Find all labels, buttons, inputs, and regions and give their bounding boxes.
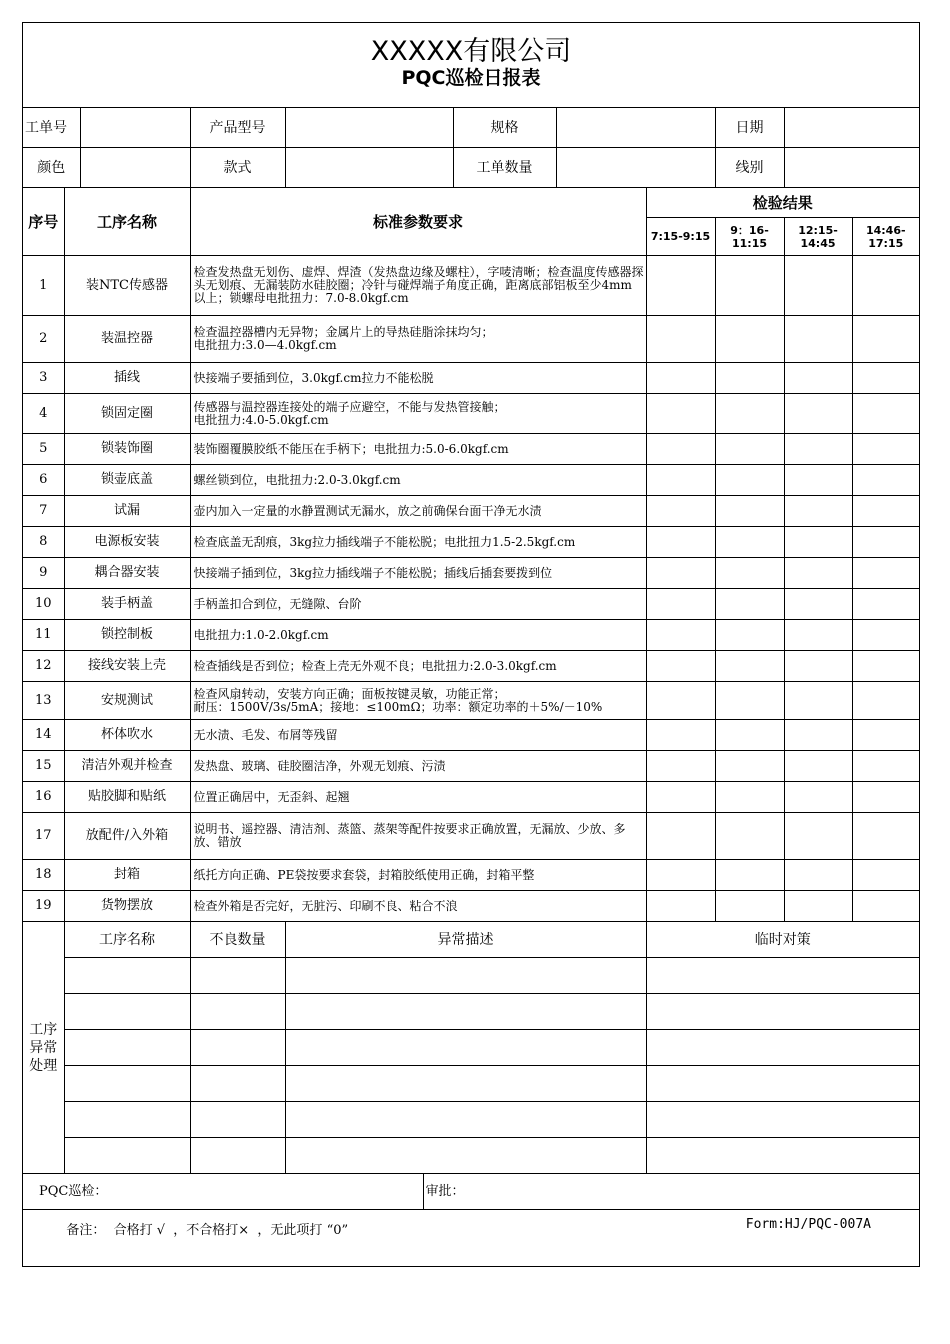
result-cell-slot-4[interactable] [852,434,919,465]
col-requirement: 标准参数要求 [190,188,646,256]
footer-table [23,1174,919,1266]
result-cell-slot-4[interactable] [852,620,919,651]
abn-countermeasure-cell[interactable] [646,1066,919,1102]
result-cell-slot-2[interactable] [715,813,784,860]
result-cell-slot-4[interactable] [852,751,919,782]
inspection-row [23,751,919,782]
row-number: 10 [23,589,64,620]
inspection-row [23,891,919,922]
result-cell-slot-2[interactable] [715,496,784,527]
row-number: 4 [23,394,64,434]
result-cell-slot-2[interactable] [715,751,784,782]
col-result: 检验结果 [646,188,919,218]
result-cell-slot-3[interactable] [784,465,852,496]
pqc-report-sheet [22,22,920,1267]
result-cell-slot-4[interactable] [852,363,919,394]
company-name: XXXXX有限公司 [370,36,572,67]
row-number: 13 [23,682,64,720]
abn-col-description: 异常描述 [285,922,646,958]
requirement-text: 检查温控器槽内无异物；金属片上的导热硅脂涂抹均匀； 电批扭力:3.0—4.0kgf.cm [190,316,646,363]
result-cell-slot-4[interactable] [852,813,919,860]
approve-label: 审批： [423,1174,919,1210]
result-cell-slot-2[interactable] [715,527,784,558]
process-name: 放配件/入外箱 [64,813,190,860]
style-value[interactable] [285,148,453,188]
process-name: 贴胶脚和贴纸 [64,782,190,813]
result-cell-slot-2[interactable] [715,651,784,682]
result-cell-slot-1[interactable] [646,316,715,363]
result-cell-slot-4[interactable] [852,496,919,527]
result-cell-slot-4[interactable] [852,256,919,316]
order-qty-value[interactable] [556,148,715,188]
abn-qty-cell[interactable] [190,958,285,994]
abn-process-cell[interactable] [64,1102,190,1138]
signature-row [23,1174,919,1210]
abn-col-process: 工序名称 [64,922,190,958]
requirement-text: 无水渍、毛发、布屑等残留 [190,720,646,751]
result-cell-slot-4[interactable] [852,589,919,620]
abn-col-countermeasure: 临时对策 [646,922,919,958]
abn-countermeasure-cell[interactable] [646,1138,919,1174]
label-color: 颜色 [23,148,80,188]
result-cell-slot-1[interactable] [646,589,715,620]
process-name: 试漏 [64,496,190,527]
result-cell-slot-3[interactable] [784,620,852,651]
row-number: 11 [23,620,64,651]
abn-process-cell[interactable] [64,958,190,994]
requirement-text: 发热盘、玻璃、硅胶圈洁净，外观无划痕、污渍 [190,751,646,782]
col-seq: 序号 [23,188,64,256]
inspection-row [23,316,919,363]
label-work-order: 工单号 [23,108,80,148]
row-number: 12 [23,651,64,682]
inspection-row [23,496,919,527]
process-name: 接线安装上壳 [64,651,190,682]
column-header-row [23,188,919,218]
requirement-text: 检查发热盘无划伤、虚焊、焊渣（发热盘边缘及螺柱），字唛清晰；检查温度传感器探头无划痕、无漏装防水硅胶圈；冷针与碰焊端子角度正确，距离底部铝板至少4mm以上；锁螺母电批扭力：7.0-8.0kgf.cm [190,256,646,316]
inspection-row [23,860,919,891]
abn-qty-cell[interactable] [190,1102,285,1138]
result-cell-slot-1[interactable] [646,434,715,465]
result-cell-slot-4[interactable] [852,465,919,496]
requirement-text: 纸托方向正确、PE袋按要求套袋，封箱胶纸使用正确，封箱平整 [190,860,646,891]
inspection-row [23,682,919,720]
abnormal-handling-label: 工序 异常 处理 [23,922,64,1174]
process-name: 电源板安装 [64,527,190,558]
abnormal-entry-row [23,994,919,1030]
abn-countermeasure-cell[interactable] [646,994,919,1030]
abn-description-cell[interactable] [285,1138,646,1174]
requirement-text: 壶内加入一定量的水静置测试无漏水，放之前确保台面干净无水渍 [190,496,646,527]
result-cell-slot-4[interactable] [852,527,919,558]
abn-description-cell[interactable] [285,958,646,994]
requirement-text: 快接端子插到位，3kg拉力插线端子不能松脱；插线后插套要拨到位 [190,558,646,589]
process-name: 装温控器 [64,316,190,363]
requirement-text: 检查底盖无刮痕，3kg拉力插线端子不能松脱；电批扭力1.5-2.5kgf.cm [190,527,646,558]
label-line: 线别 [715,148,784,188]
inspection-row [23,589,919,620]
abn-description-cell[interactable] [285,1102,646,1138]
product-model-value[interactable] [285,108,453,148]
process-name: 锁装饰圈 [64,434,190,465]
result-cell-slot-4[interactable] [852,720,919,751]
label-spec: 规格 [453,108,556,148]
requirement-text: 检查插线是否到位；检查上壳无外观不良；电批扭力:2.0-3.0kgf.cm [190,651,646,682]
inspection-row [23,720,919,751]
result-cell-slot-4[interactable] [852,682,919,720]
time-slot-2: 9：16-11:15 [715,218,784,256]
result-cell-slot-2[interactable] [715,720,784,751]
process-name: 货物摆放 [64,891,190,922]
row-number: 9 [23,558,64,589]
process-name: 杯体吹水 [64,720,190,751]
abnormal-header-row [23,922,919,958]
abnormal-entry-row [23,1102,919,1138]
result-cell-slot-2[interactable] [715,434,784,465]
process-name: 安规测试 [64,682,190,720]
row-number: 19 [23,891,64,922]
requirement-text: 电批扭力:1.0-2.0kgf.cm [190,620,646,651]
abn-process-cell[interactable] [64,1030,190,1066]
abn-description-cell[interactable] [285,994,646,1030]
result-cell-slot-2[interactable] [715,394,784,434]
inspection-row [23,651,919,682]
work-order-value[interactable] [80,108,190,148]
result-cell-slot-2[interactable] [715,891,784,922]
result-cell-slot-1[interactable] [646,682,715,720]
result-cell-slot-4[interactable] [852,891,919,922]
process-name: 装手柄盖 [64,589,190,620]
result-cell-slot-1[interactable] [646,465,715,496]
requirement-text: 装饰圈覆膜胶纸不能压在手柄下；电批扭力:5.0-6.0kgf.cm [190,434,646,465]
abnormal-entry-row [23,1066,919,1102]
date-value[interactable] [784,108,919,148]
result-cell-slot-1[interactable] [646,813,715,860]
abn-qty-cell[interactable] [190,1066,285,1102]
time-slot-3: 12:15-14:45 [784,218,852,256]
result-cell-slot-3[interactable] [784,363,852,394]
result-cell-slot-1[interactable] [646,860,715,891]
process-name: 装NTC传感器 [64,256,190,316]
line-value[interactable] [784,148,919,188]
time-slot-4: 14:46-17:15 [852,218,919,256]
result-cell-slot-2[interactable] [715,363,784,394]
row-number: 6 [23,465,64,496]
process-name: 锁控制板 [64,620,190,651]
result-cell-slot-2[interactable] [715,316,784,363]
legend-note: 备注： 合格打 √ ，不合格打× ，无此项打 “0” [66,1223,349,1238]
col-process: 工序名称 [64,188,190,256]
result-cell-slot-3[interactable] [784,751,852,782]
result-cell-slot-3[interactable] [784,682,852,720]
result-cell-slot-2[interactable] [715,860,784,891]
info-row-1 [23,108,919,148]
result-cell-slot-3[interactable] [784,434,852,465]
label-product-model: 产品型号 [190,108,285,148]
result-cell-slot-2[interactable] [715,256,784,316]
inspection-row [23,363,919,394]
result-cell-slot-1[interactable] [646,363,715,394]
result-cell-slot-1[interactable] [646,751,715,782]
requirement-text: 螺丝锁到位，电批扭力:2.0-3.0kgf.cm [190,465,646,496]
result-cell-slot-1[interactable] [646,394,715,434]
result-cell-slot-1[interactable] [646,558,715,589]
requirement-text: 位置正确居中，无歪斜、起翘 [190,782,646,813]
inspection-row [23,558,919,589]
result-cell-slot-3[interactable] [784,527,852,558]
abn-qty-cell[interactable] [190,1138,285,1174]
result-cell-slot-4[interactable] [852,558,919,589]
result-cell-slot-4[interactable] [852,860,919,891]
result-cell-slot-3[interactable] [784,316,852,363]
abn-countermeasure-cell[interactable] [646,1030,919,1066]
result-cell-slot-3[interactable] [784,558,852,589]
note-row [23,1210,919,1267]
abn-qty-cell[interactable] [190,994,285,1030]
title-block [23,23,919,108]
row-number: 3 [23,363,64,394]
inspection-row [23,527,919,558]
inspection-row [23,782,919,813]
row-number: 18 [23,860,64,891]
requirement-text: 检查风扇转动，安装方向正确；面板按键灵敏，功能正常； 耐压：1500V/3s/5mA；接地：≤100mΩ；功率：额定功率的＋5%/－10% [190,682,646,720]
result-cell-slot-1[interactable] [646,651,715,682]
result-cell-slot-1[interactable] [646,720,715,751]
process-name: 锁固定圈 [64,394,190,434]
abn-process-cell[interactable] [64,1066,190,1102]
label-style: 款式 [190,148,285,188]
inspector-label: PQC巡检： [23,1174,423,1210]
spec-value[interactable] [556,108,715,148]
row-number: 5 [23,434,64,465]
result-cell-slot-3[interactable] [784,782,852,813]
result-cell-slot-4[interactable] [852,651,919,682]
abn-process-cell[interactable] [64,1138,190,1174]
requirement-text: 传感器与温控器连接处的端子应避空，不能与发热管接触； 电批扭力:4.0-5.0kgf.cm [190,394,646,434]
requirement-text: 快接端子要插到位，3.0kgf.cm拉力不能松脱 [190,363,646,394]
result-cell-slot-3[interactable] [784,651,852,682]
row-number: 1 [23,256,64,316]
result-cell-slot-2[interactable] [715,465,784,496]
abnormal-entry-row [23,958,919,994]
form-number: Form:HJ/PQC-007A [745,1217,871,1232]
inspection-row [23,394,919,434]
result-cell-slot-1[interactable] [646,620,715,651]
row-number: 17 [23,813,64,860]
result-cell-slot-2[interactable] [715,682,784,720]
label-date: 日期 [715,108,784,148]
result-cell-slot-4[interactable] [852,782,919,813]
requirement-text: 说明书、遥控器、清洁剂、蒸篮、蒸架等配件按要求正确放置，无漏放、少放、多放、错放 [190,813,646,860]
row-number: 2 [23,316,64,363]
result-cell-slot-2[interactable] [715,620,784,651]
inspection-row [23,813,919,860]
abn-description-cell[interactable] [285,1066,646,1102]
abn-qty-cell[interactable] [190,1030,285,1066]
result-cell-slot-3[interactable] [784,860,852,891]
requirement-text: 检查外箱是否完好，无脏污、印刷不良、粘合不浪 [190,891,646,922]
process-name: 锁壶底盖 [64,465,190,496]
result-cell-slot-3[interactable] [784,813,852,860]
result-cell-slot-2[interactable] [715,589,784,620]
inspection-row [23,256,919,316]
note-cell [23,1210,919,1267]
abn-col-defect-qty: 不良数量 [190,922,285,958]
time-slot-1: 7:15-9:15 [646,218,715,256]
abnormal-entry-row [23,1030,919,1066]
label-order-qty: 工单数量 [453,148,556,188]
result-cell-slot-1[interactable] [646,891,715,922]
result-cell-slot-1[interactable] [646,782,715,813]
row-number: 14 [23,720,64,751]
result-cell-slot-4[interactable] [852,394,919,434]
main-table [23,108,919,922]
report-title: PQC巡检日报表 [401,67,541,89]
result-cell-slot-3[interactable] [784,589,852,620]
abn-description-cell[interactable] [285,1030,646,1066]
abnormal-entry-row [23,1138,919,1174]
result-cell-slot-3[interactable] [784,256,852,316]
result-cell-slot-1[interactable] [646,496,715,527]
result-cell-slot-2[interactable] [715,782,784,813]
abn-countermeasure-cell[interactable] [646,1102,919,1138]
result-cell-slot-1[interactable] [646,256,715,316]
row-number: 8 [23,527,64,558]
row-number: 15 [23,751,64,782]
inspection-row [23,620,919,651]
abn-countermeasure-cell[interactable] [646,958,919,994]
row-number: 7 [23,496,64,527]
row-number: 16 [23,782,64,813]
inspection-row [23,465,919,496]
result-cell-slot-3[interactable] [784,891,852,922]
result-cell-slot-3[interactable] [784,496,852,527]
abnormal-table [23,922,919,1174]
process-name: 封箱 [64,860,190,891]
abn-process-cell[interactable] [64,994,190,1030]
color-value[interactable] [80,148,190,188]
process-name: 耦合器安装 [64,558,190,589]
info-row-2 [23,148,919,188]
process-name: 插线 [64,363,190,394]
result-cell-slot-2[interactable] [715,558,784,589]
process-name: 清洁外观并检查 [64,751,190,782]
result-cell-slot-3[interactable] [784,394,852,434]
result-cell-slot-4[interactable] [852,316,919,363]
inspection-row [23,434,919,465]
result-cell-slot-3[interactable] [784,720,852,751]
result-cell-slot-1[interactable] [646,527,715,558]
requirement-text: 手柄盖扣合到位，无缝隙、台阶 [190,589,646,620]
